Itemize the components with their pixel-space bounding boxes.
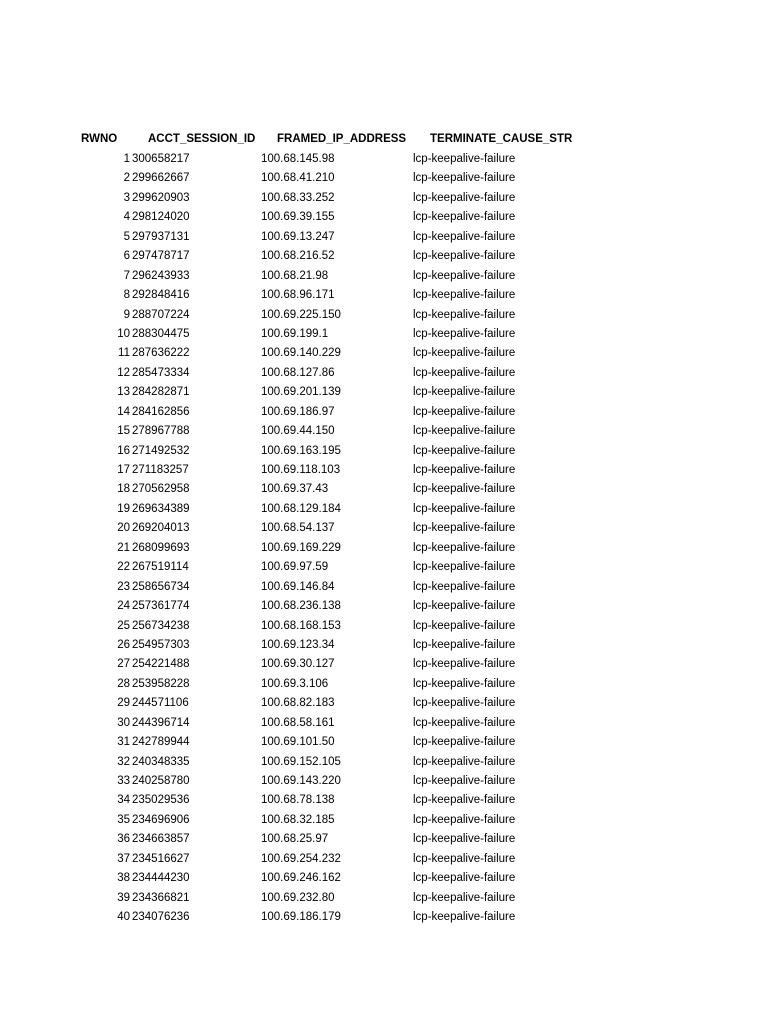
cell-framed-ip-address: 100.69.37.43: [261, 483, 329, 496]
cell-framed-ip-address: 100.69.140.229: [261, 347, 341, 360]
cell-framed-ip-address: 100.69.186.179: [261, 911, 341, 924]
cell-framed-ip-address: 100.69.123.34: [261, 638, 335, 651]
cell-acct-session-id: 240258780: [132, 775, 190, 787]
table-row: [0, 908, 768, 927]
cell-terminate-cause-str: lcp-keepalive-failure: [413, 736, 516, 749]
cell-rwno: 29: [117, 697, 130, 710]
cell-acct-session-id: 234663857: [132, 833, 190, 846]
cell-terminate-cause-str: lcp-keepalive-failure: [413, 191, 516, 204]
cell-acct-session-id: 285473334: [132, 366, 190, 379]
cell-acct-session-id: 298124020: [132, 211, 190, 224]
cell-rwno: 9: [123, 308, 130, 321]
cell-acct-session-id: 269634389: [132, 502, 190, 515]
cell-acct-session-id: 254221488: [132, 658, 190, 671]
cell-acct-session-id: 235029536: [132, 794, 190, 807]
cell-framed-ip-address: 100.69.152.105: [261, 755, 341, 768]
cell-framed-ip-address: 100.68.127.86: [261, 366, 335, 379]
cell-terminate-cause-str: lcp-keepalive-failure: [413, 522, 516, 535]
cell-rwno: 13: [117, 386, 130, 399]
cell-framed-ip-address: 100.69.3.106: [261, 677, 329, 690]
cell-rwno: 39: [117, 891, 130, 904]
cell-framed-ip-address: 100.68.78.138: [261, 794, 335, 807]
cell-rwno: 1: [123, 153, 130, 165]
cell-acct-session-id: 256734238: [132, 619, 190, 632]
table-row: [0, 889, 768, 908]
table-row: [0, 480, 768, 499]
cell-terminate-cause-str: lcp-keepalive-failure: [413, 755, 516, 768]
cell-rwno: 23: [117, 580, 130, 593]
cell-acct-session-id: 254957303: [132, 638, 190, 651]
cell-terminate-cause-str: lcp-keepalive-failure: [413, 638, 516, 651]
table-row: [0, 442, 768, 461]
cell-framed-ip-address: 100.69.163.195: [261, 444, 341, 457]
header-terminate-cause-str: TERMINATE_CAUSE_STR: [430, 133, 573, 145]
cell-rwno: 19: [117, 502, 130, 515]
table-row: [0, 169, 768, 188]
cell-rwno: 18: [117, 483, 130, 496]
cell-rwno: 6: [123, 250, 130, 263]
table-row: [0, 189, 768, 208]
cell-terminate-cause-str: lcp-keepalive-failure: [413, 561, 516, 574]
cell-framed-ip-address: 100.69.143.220: [261, 775, 341, 787]
cell-acct-session-id: 268099693: [132, 541, 190, 554]
cell-acct-session-id: 297937131: [132, 230, 190, 243]
table-row: [0, 228, 768, 247]
cell-framed-ip-address: 100.69.201.139: [261, 386, 341, 399]
cell-framed-ip-address: 100.68.41.210: [261, 172, 335, 185]
cell-terminate-cause-str: lcp-keepalive-failure: [413, 153, 516, 165]
cell-rwno: 27: [117, 658, 130, 671]
cell-rwno: 36: [117, 833, 130, 846]
table-row: [0, 791, 768, 810]
cell-framed-ip-address: 100.69.254.232: [261, 852, 341, 865]
cell-rwno: 28: [117, 677, 130, 690]
cell-acct-session-id: 253958228: [132, 677, 190, 690]
table-row: [0, 325, 768, 344]
header-framed-ip-address: FRAMED_IP_ADDRESS: [277, 133, 407, 145]
table-row: [0, 422, 768, 441]
cell-rwno: 21: [117, 541, 130, 554]
cell-framed-ip-address: 100.69.225.150: [261, 308, 341, 321]
cell-framed-ip-address: 100.68.32.185: [261, 813, 335, 826]
table-row: [0, 850, 768, 869]
cell-rwno: 5: [123, 230, 130, 243]
table-row: [0, 539, 768, 558]
cell-terminate-cause-str: lcp-keepalive-failure: [413, 911, 516, 924]
cell-terminate-cause-str: lcp-keepalive-failure: [413, 580, 516, 593]
table-row: [0, 403, 768, 422]
cell-terminate-cause-str: lcp-keepalive-failure: [413, 327, 516, 340]
cell-acct-session-id: 288707224: [132, 308, 190, 321]
cell-acct-session-id: 284162856: [132, 405, 190, 418]
cell-terminate-cause-str: lcp-keepalive-failure: [413, 347, 516, 360]
table-row: [0, 811, 768, 830]
cell-framed-ip-address: 100.68.58.161: [261, 716, 335, 729]
cell-rwno: 2: [123, 172, 130, 185]
header-acct-session-id: ACCT_SESSION_ID: [148, 133, 256, 145]
table-row: [0, 733, 768, 752]
cell-rwno: 17: [117, 464, 130, 476]
cell-acct-session-id: 270562958: [132, 483, 190, 496]
table-row: [0, 286, 768, 305]
cell-framed-ip-address: 100.68.236.138: [261, 600, 341, 613]
cell-rwno: 10: [117, 327, 130, 340]
cell-acct-session-id: 244571106: [132, 697, 189, 710]
cell-terminate-cause-str: lcp-keepalive-failure: [413, 308, 516, 321]
cell-terminate-cause-str: lcp-keepalive-failure: [413, 658, 516, 671]
table-row: [0, 267, 768, 286]
cell-acct-session-id: 271492532: [132, 444, 190, 457]
table-row: [0, 830, 768, 849]
cell-rwno: 7: [123, 269, 130, 282]
cell-acct-session-id: 299662667: [132, 172, 190, 185]
cell-framed-ip-address: 100.68.168.153: [261, 619, 341, 632]
cell-rwno: 22: [117, 561, 130, 574]
cell-framed-ip-address: 100.68.33.252: [261, 191, 335, 204]
cell-framed-ip-address: 100.69.246.162: [261, 872, 341, 885]
cell-framed-ip-address: 100.69.44.150: [261, 425, 335, 438]
table-row: [0, 675, 768, 694]
header-rwno: RWNO: [81, 133, 118, 145]
cell-acct-session-id: 244396714: [132, 716, 190, 729]
table-row: [0, 869, 768, 888]
cell-framed-ip-address: 100.69.97.59: [261, 561, 329, 574]
cell-terminate-cause-str: lcp-keepalive-failure: [413, 172, 516, 185]
cell-terminate-cause-str: lcp-keepalive-failure: [413, 386, 516, 399]
cell-acct-session-id: 278967788: [132, 425, 190, 438]
table-row: [0, 364, 768, 383]
cell-acct-session-id: 234076236: [132, 911, 190, 924]
cell-rwno: 24: [117, 600, 130, 613]
cell-rwno: 33: [117, 775, 130, 787]
cell-rwno: 26: [117, 638, 130, 651]
cell-acct-session-id: 234516627: [132, 852, 190, 865]
cell-acct-session-id: 242789944: [132, 736, 190, 749]
cell-framed-ip-address: 100.69.39.155: [261, 211, 335, 224]
cell-acct-session-id: 257361774: [132, 600, 190, 613]
cell-terminate-cause-str: lcp-keepalive-failure: [413, 813, 516, 826]
table-row: [0, 150, 768, 169]
cell-terminate-cause-str: lcp-keepalive-failure: [413, 852, 516, 865]
cell-acct-session-id: 240348335: [132, 755, 190, 768]
table-body: [0, 150, 768, 928]
cell-framed-ip-address: 100.69.146.84: [261, 580, 335, 593]
table-row: [0, 461, 768, 480]
cell-rwno: 11: [118, 347, 130, 360]
cell-acct-session-id: 300658217: [132, 153, 190, 165]
cell-terminate-cause-str: lcp-keepalive-failure: [413, 269, 516, 282]
table-row: [0, 694, 768, 713]
cell-rwno: 31: [117, 736, 130, 749]
cell-framed-ip-address: 100.69.118.103: [261, 464, 341, 476]
cell-acct-session-id: 267519114: [132, 561, 189, 574]
cell-framed-ip-address: 100.68.82.183: [261, 697, 335, 710]
cell-framed-ip-address: 100.69.186.97: [261, 405, 335, 418]
cell-framed-ip-address: 100.68.54.137: [261, 522, 335, 535]
cell-terminate-cause-str: lcp-keepalive-failure: [413, 464, 516, 476]
cell-terminate-cause-str: lcp-keepalive-failure: [413, 502, 516, 515]
cell-terminate-cause-str: lcp-keepalive-failure: [413, 230, 516, 243]
cell-terminate-cause-str: lcp-keepalive-failure: [413, 483, 516, 496]
cell-acct-session-id: 296243933: [132, 269, 190, 282]
table-row: [0, 772, 768, 791]
cell-framed-ip-address: 100.68.21.98: [261, 269, 329, 282]
cell-acct-session-id: 292848416: [132, 289, 190, 302]
cell-acct-session-id: 288304475: [132, 327, 190, 340]
cell-terminate-cause-str: lcp-keepalive-failure: [413, 444, 516, 457]
cell-rwno: 40: [117, 911, 130, 924]
cell-terminate-cause-str: lcp-keepalive-failure: [413, 794, 516, 807]
cell-rwno: 34: [117, 794, 130, 807]
cell-rwno: 30: [117, 716, 130, 729]
cell-framed-ip-address: 100.69.199.1: [261, 327, 329, 340]
cell-acct-session-id: 258656734: [132, 580, 190, 593]
cell-terminate-cause-str: lcp-keepalive-failure: [413, 697, 516, 710]
cell-rwno: 32: [117, 755, 130, 768]
table-row: [0, 617, 768, 636]
cell-terminate-cause-str: lcp-keepalive-failure: [413, 289, 516, 302]
cell-terminate-cause-str: lcp-keepalive-failure: [413, 872, 516, 885]
cell-terminate-cause-str: lcp-keepalive-failure: [413, 250, 516, 263]
cell-rwno: 16: [117, 444, 130, 457]
cell-framed-ip-address: 100.68.216.52: [261, 250, 335, 263]
cell-rwno: 38: [117, 872, 130, 885]
table-row: [0, 519, 768, 538]
cell-rwno: 15: [117, 425, 130, 438]
cell-terminate-cause-str: lcp-keepalive-failure: [413, 775, 516, 787]
cell-framed-ip-address: 100.69.13.247: [261, 230, 335, 243]
cell-framed-ip-address: 100.69.101.50: [261, 736, 335, 749]
table-row: [0, 636, 768, 655]
cell-acct-session-id: 271183257: [132, 464, 189, 476]
cell-framed-ip-address: 100.68.129.184: [261, 502, 341, 515]
cell-acct-session-id: 287636222: [132, 347, 190, 360]
cell-terminate-cause-str: lcp-keepalive-failure: [413, 405, 516, 418]
cell-rwno: 12: [117, 366, 130, 379]
cell-terminate-cause-str: lcp-keepalive-failure: [413, 619, 516, 632]
cell-acct-session-id: 234696906: [132, 813, 190, 826]
table-row: [0, 753, 768, 772]
cell-rwno: 37: [117, 852, 130, 865]
cell-terminate-cause-str: lcp-keepalive-failure: [413, 600, 516, 613]
cell-rwno: 14: [117, 405, 130, 418]
cell-rwno: 3: [123, 191, 130, 204]
cell-framed-ip-address: 100.69.232.80: [261, 891, 335, 904]
cell-acct-session-id: 234444230: [132, 872, 190, 885]
cell-terminate-cause-str: lcp-keepalive-failure: [413, 211, 516, 224]
table-row: [0, 306, 768, 325]
cell-terminate-cause-str: lcp-keepalive-failure: [413, 677, 516, 690]
cell-rwno: 20: [117, 522, 130, 535]
cell-acct-session-id: 297478717: [132, 250, 190, 263]
table-row: [0, 578, 768, 597]
cell-acct-session-id: 234366821: [132, 891, 190, 904]
cell-acct-session-id: 284282871: [132, 386, 190, 399]
cell-framed-ip-address: 100.68.25.97: [261, 833, 329, 846]
table-row: [0, 558, 768, 577]
table-row: [0, 208, 768, 227]
cell-terminate-cause-str: lcp-keepalive-failure: [413, 366, 516, 379]
cell-terminate-cause-str: lcp-keepalive-failure: [413, 716, 516, 729]
cell-rwno: 35: [117, 813, 130, 826]
cell-framed-ip-address: 100.68.96.171: [261, 289, 335, 302]
table-row: [0, 597, 768, 616]
cell-acct-session-id: 269204013: [132, 522, 190, 535]
cell-terminate-cause-str: lcp-keepalive-failure: [413, 891, 516, 904]
table-row: [0, 383, 768, 402]
table-row: [0, 655, 768, 674]
cell-acct-session-id: 299620903: [132, 191, 190, 204]
table-row: [0, 500, 768, 519]
table-row: [0, 344, 768, 363]
cell-framed-ip-address: 100.69.30.127: [261, 658, 335, 671]
cell-terminate-cause-str: lcp-keepalive-failure: [413, 425, 516, 438]
cell-rwno: 8: [123, 289, 130, 302]
cell-rwno: 4: [123, 211, 130, 224]
table-row: [0, 714, 768, 733]
cell-framed-ip-address: 100.68.145.98: [261, 153, 335, 165]
cell-rwno: 25: [117, 619, 130, 632]
table-row: [0, 247, 768, 266]
cell-terminate-cause-str: lcp-keepalive-failure: [413, 541, 516, 554]
cell-framed-ip-address: 100.69.169.229: [261, 541, 341, 554]
cell-terminate-cause-str: lcp-keepalive-failure: [413, 833, 516, 846]
